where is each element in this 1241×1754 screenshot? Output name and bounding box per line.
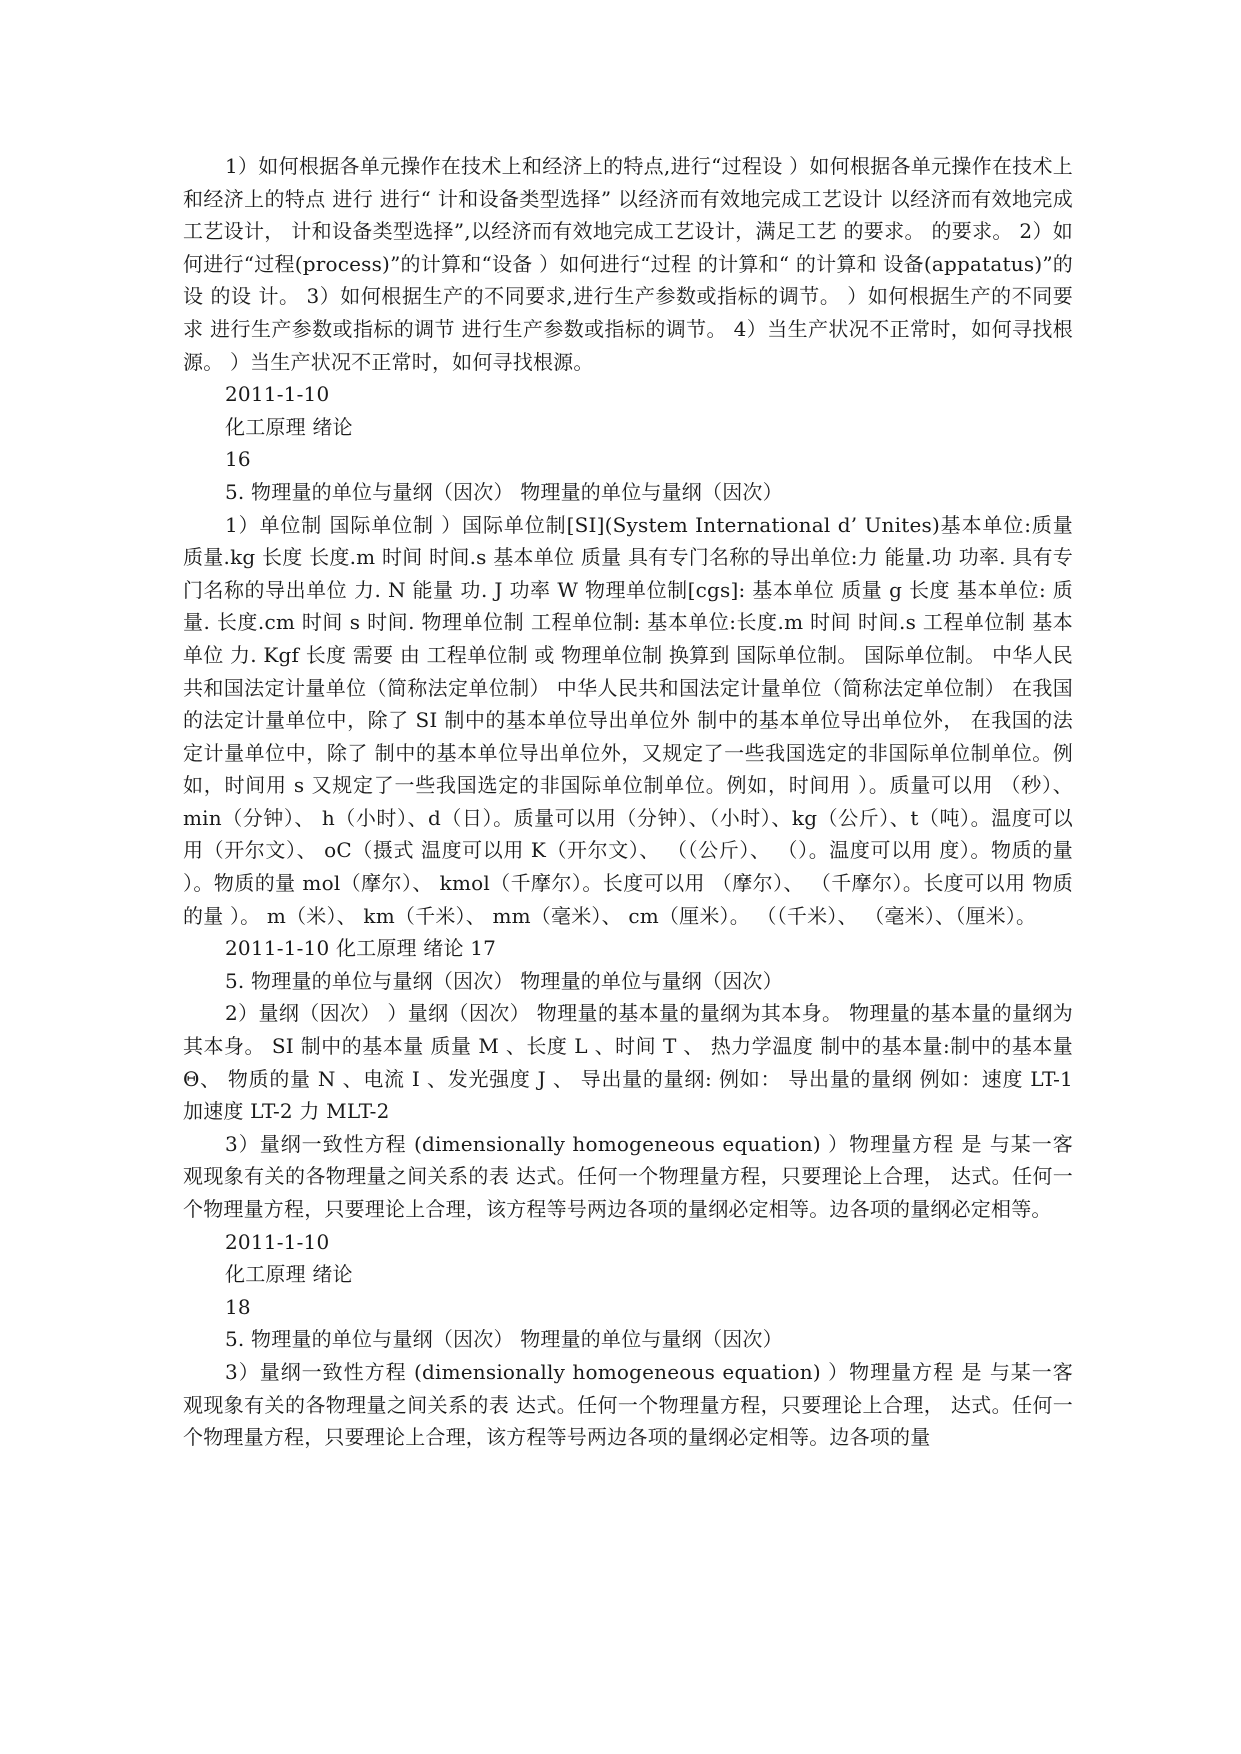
section-heading: 5. 物理量的单位与量纲（因次） 物理量的单位与量纲（因次）: [225, 968, 783, 993]
paragraph-dimensional-homogeneity: 3）量纲一致性方程 (dimensionally homogeneous equation) ）物理量方程 是 与某一客观现象有关的各物理量之间关系的表 达式。任何一个物理量方程，只要理论上合理， 达式。任何一个物理量方程，只要理论上合理，该方程等号两边各项的量纲必定相等。边各项的量: [183, 1359, 1073, 1450]
paragraph-unit-systems: 1）单位制 国际单位制 ）国际单位制[SI](System International d’ Unites)基本单位:质量 质量.kg 长度 长度.m 时间 时间.s 基本单位 质量 具有专门名称的导出单位:力 能量.功 功率. 具有专门名称的导出单位 力. N 能量 功. J 功率 W 物理单位制[cgs]: 基本单位 质量 g 长度 基本单位: 质量. 长度.cm 时间 s 时间. 物理单位制 工程单位制: 基本单位:长度.m 时间 时间.s 工程单位制 基本单位 力. Kgf 长度 需要 由 工程单位制 或 物理单位制 换算到 国际单位制。 国际单位制。 中华人民共和国法定计量单位（简称法定单位制） 中华人民共和国法定计量单位（简称法定单位制） 在我国的法定计量单位中，除了 SI 制中的基本单位导出单位外 制中的基本单位导出单位外， 在我国的法定计量单位中，除了 制中的基本单位导出单位外，又规定了一些我国选定的非国际单位制单位。例如，时间用 s 又规定了一些我国选定的非国际单位制单位。例如，时间用 ）。质量可以用 （秒）、 min（分钟）、 h（小时）、d（日）。质量可以用（分钟）、（小时）、kg（公斤）、t（吨）。温度可以用（开尔文）、 oC（摄式 温度可以用 K（开尔文）、 （（公斤）、 （）。温度可以用 度）。物质的量 ）。物质的量 mol（摩尔）、 kmol（千摩尔）。长度可以用 （摩尔）、 （千摩尔）。长度可以用 物质的量 ）。 m（米）、 km（千米）、 mm（毫米）、 cm（厘米）。 （（千米）、 （毫米）、（厘米）。: [183, 512, 1073, 928]
document-body: [183, 150, 1073, 1454]
paragraph-dimensions: 2）量纲（因次） ）量纲（因次） 物理量的基本量的量纲为其本身。 物理量的基本量的量纲为其本身。 SI 制中的基本量 质量 M 、长度 L 、时间 T 、 热力学温度 制中的基本量:制中的基本量 Θ、 物质的量 N 、电流 I 、发光强度 J 、 导出量的量纲: 例如： 导出量的量纲 例如：速度 LT-1 加速度 LT-2 力 MLT-2: [183, 1001, 1073, 1124]
course-title: 化工原理 绪论: [225, 414, 353, 439]
section-heading: 5. 物理量的单位与量纲（因次） 物理量的单位与量纲（因次）: [225, 1327, 783, 1352]
date-line: 2011-1-10: [225, 1229, 330, 1254]
page-number: 16: [225, 447, 251, 472]
section-heading: 5. 物理量的单位与量纲（因次） 物理量的单位与量纲（因次）: [225, 479, 783, 504]
date-line: 2011-1-10: [225, 382, 330, 407]
date-title-page-line: 2011-1-10 化工原理 绪论 17: [225, 936, 497, 961]
paragraph-dimensional-homogeneity: 3）量纲一致性方程 (dimensionally homogeneous equation) ）物理量方程 是 与某一客观现象有关的各物理量之间关系的表 达式。任何一个物理量方程，只要理论上合理， 达式。任何一个物理量方程，只要理论上合理，该方程等号两边各项的量纲必定相等。边各项的量纲必定相等。: [183, 1131, 1073, 1221]
page-number: 18: [225, 1294, 251, 1319]
paragraph-process-design: 1）如何根据各单元操作在技术上和经济上的特点,进行“过程设 ）如何根据各单元操作在技术上和经济上的特点 进行 进行“ 计和设备类型选择” 以经济而有效地完成工艺设计 以经济而有效地完成工艺设计， 计和设备类型选择”,以经济而有效地完成工艺设计，满足工艺 的要求。 的要求。 2）如何进行“过程(process)”的计算和“设备 ）如何进行“过程 的计算和“ 的计算和 设备(appatatus)”的设 的设 计。 3）如何根据生产的不同要求,进行生产参数或指标的调节。 ）如何根据生产的不同要求 进行生产参数或指标的调节 进行生产参数或指标的调节。 4）当生产状况不正常时，如何寻找根源。 ）当生产状况不正常时，如何寻找根源。: [183, 154, 1073, 374]
course-title: 化工原理 绪论: [225, 1262, 353, 1287]
